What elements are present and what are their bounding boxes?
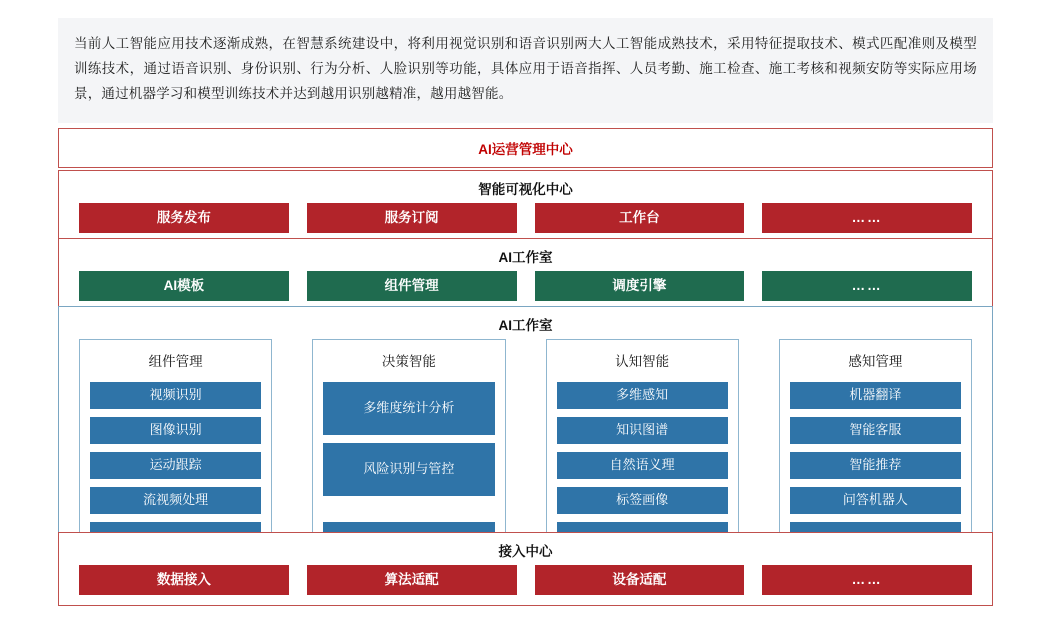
chip-scheduling-engine[interactable]: 调度引擎 xyxy=(535,271,745,301)
cell-risk-identification-and-control[interactable]: 风险识别与管控 xyxy=(323,443,494,496)
chip-algorithm-adaptation[interactable]: 算法适配 xyxy=(307,565,517,595)
access-center-items xyxy=(59,565,992,605)
cell-intelligent-recommendation[interactable]: 智能推荐 xyxy=(790,452,961,479)
chip-workbench[interactable]: 工作台 xyxy=(535,203,745,233)
band-title-access-center: 接入中心 xyxy=(498,544,553,559)
cell-natural-language-semantics[interactable]: 自然语义理 xyxy=(557,452,728,479)
ai-studio-columns xyxy=(59,339,992,559)
chip-data-access[interactable]: 数据接入 xyxy=(79,565,289,595)
cell-machine-translation[interactable]: 机器翻译 xyxy=(790,382,961,409)
chip-visualization-more[interactable]: …… xyxy=(762,203,972,233)
chip-access-center-more[interactable]: …… xyxy=(762,565,972,595)
cell-multidimensional-perception[interactable]: 多维感知 xyxy=(557,382,728,409)
column-perception-management xyxy=(779,339,972,559)
column-head-cognitive-intelligence: 认知智能 xyxy=(615,354,670,369)
column-decision-intelligence xyxy=(312,339,505,559)
column-head-component-management: 组件管理 xyxy=(148,354,203,369)
cell-video-recognition[interactable]: 视频识别 xyxy=(90,382,261,409)
band-ai-operation-center xyxy=(58,128,993,168)
column-component-management xyxy=(79,339,272,559)
column-cognitive-intelligence xyxy=(546,339,739,559)
chip-service-subscribe[interactable]: 服务订阅 xyxy=(307,203,517,233)
chip-component-management[interactable]: 组件管理 xyxy=(307,271,517,301)
chip-service-publish[interactable]: 服务发布 xyxy=(79,203,289,233)
band-title-ai-operation-center: AI运营管理中心 xyxy=(478,142,573,157)
band-title-ai-studio-detail: AI工作室 xyxy=(498,318,553,333)
cell-qa-robot[interactable]: 问答机器人 xyxy=(790,487,961,514)
band-title-ai-studio-tools: AI工作室 xyxy=(498,250,553,265)
column-head-perception-management: 感知管理 xyxy=(848,354,903,369)
band-access-center xyxy=(58,532,993,606)
cell-multidimensional-statistical-analysis[interactable]: 多维度统计分析 xyxy=(323,382,494,435)
cell-knowledge-graph[interactable]: 知识图谱 xyxy=(557,417,728,444)
chip-ai-template[interactable]: AI模板 xyxy=(79,271,289,301)
cell-label-portrait[interactable]: 标签画像 xyxy=(557,487,728,514)
column-head-decision-intelligence: 决策智能 xyxy=(381,354,436,369)
chip-ai-studio-tools-more[interactable]: …… xyxy=(762,271,972,301)
cell-motion-tracking[interactable]: 运动跟踪 xyxy=(90,452,261,479)
band-ai-studio-tools xyxy=(58,238,993,312)
column-decision-spacer xyxy=(323,504,494,514)
band-visualization-center xyxy=(58,170,993,244)
intro-paragraph: 当前人工智能应用技术逐渐成熟，在智慧系统建设中，将利用视觉识别和语音识别两大人工智能成熟技术，采用特征提取技术、模式匹配准则及模型训练技术，通过语音识别、身份识别、行为分析、人脸识别等功能，具体应用于语音指挥、人员考勤、施工检查、施工考核和视频安防等实际应用场景，通过机器学习和模型训练技术并达到越用识别越精准，越用越智能。 xyxy=(58,18,993,123)
cell-stream-video-processing[interactable]: 流视频处理 xyxy=(90,487,261,514)
cell-intelligent-customer-service[interactable]: 智能客服 xyxy=(790,417,961,444)
band-title-visualization-center: 智能可视化中心 xyxy=(478,182,573,197)
chip-device-adaptation[interactable]: 设备适配 xyxy=(535,565,745,595)
cell-image-recognition[interactable]: 图像识别 xyxy=(90,417,261,444)
